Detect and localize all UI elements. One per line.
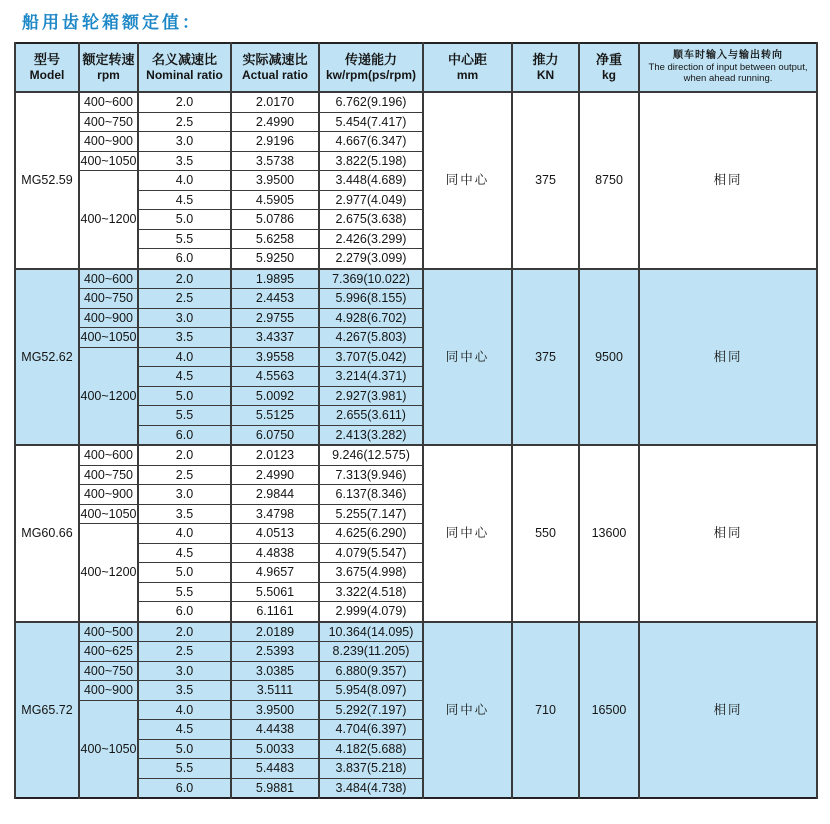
capacity-cell: 2.675(3.638) [319, 210, 423, 230]
nominal-ratio-cell: 6.0 [138, 602, 231, 622]
nominal-ratio-cell: 6.0 [138, 778, 231, 798]
rpm-cell: 400~500 [79, 622, 138, 642]
rpm-cell: 400~900 [79, 308, 138, 328]
col-header-center-distance-zh: 中心距 [447, 51, 487, 67]
thrust-cell: 375 [512, 269, 579, 446]
nominal-ratio-cell: 4.0 [138, 347, 231, 367]
rpm-cell: 400~900 [79, 132, 138, 152]
center-distance-cell: 同中心 [423, 92, 512, 269]
capacity-cell: 5.954(8.097) [319, 681, 423, 701]
capacity-cell: 10.364(14.095) [319, 622, 423, 642]
nominal-ratio-cell: 4.5 [138, 190, 231, 210]
rpm-cell: 400~750 [79, 661, 138, 681]
actual-ratio-cell: 6.1161 [231, 602, 319, 622]
model-cell: MG65.72 [15, 622, 79, 799]
nominal-ratio-cell: 3.5 [138, 328, 231, 348]
actual-ratio-cell: 2.5393 [231, 642, 319, 662]
nominal-ratio-cell: 5.0 [138, 210, 231, 230]
table-row [15, 445, 817, 465]
actual-ratio-cell: 5.0033 [231, 739, 319, 759]
col-header-thrust-en: KN [536, 68, 555, 83]
actual-ratio-cell: 3.4798 [231, 504, 319, 524]
actual-ratio-cell: 2.4990 [231, 112, 319, 132]
capacity-cell: 2.977(4.049) [319, 190, 423, 210]
net-weight-cell: 9500 [579, 269, 639, 446]
actual-ratio-cell: 2.9844 [231, 485, 319, 505]
actual-ratio-cell: 4.5905 [231, 190, 319, 210]
nominal-ratio-cell: 5.5 [138, 759, 231, 779]
net-weight-cell: 16500 [579, 622, 639, 799]
net-weight-cell: 13600 [579, 445, 639, 622]
capacity-cell: 3.822(5.198) [319, 151, 423, 171]
col-header-net-weight [579, 43, 639, 92]
model-cell: MG52.62 [15, 269, 79, 446]
nominal-ratio-cell: 2.0 [138, 445, 231, 465]
rpm-cell: 400~1050 [79, 151, 138, 171]
capacity-cell: 7.369(10.022) [319, 269, 423, 289]
capacity-cell: 5.996(8.155) [319, 289, 423, 309]
capacity-cell: 6.880(9.357) [319, 661, 423, 681]
nominal-ratio-cell: 2.0 [138, 92, 231, 112]
actual-ratio-cell: 2.0170 [231, 92, 319, 112]
nominal-ratio-cell: 2.0 [138, 269, 231, 289]
capacity-cell: 2.413(3.282) [319, 425, 423, 445]
nominal-ratio-cell: 5.0 [138, 386, 231, 406]
nominal-ratio-cell: 5.0 [138, 563, 231, 583]
nominal-ratio-cell: 5.0 [138, 739, 231, 759]
direction-cell: 相同 [639, 445, 817, 622]
table-header [15, 43, 817, 92]
col-header-direction-zh: 顺车时输入与输出转向 [673, 50, 783, 62]
actual-ratio-cell: 4.5563 [231, 367, 319, 387]
col-header-net-weight-zh: 净重 [595, 51, 622, 67]
actual-ratio-cell: 5.5125 [231, 406, 319, 426]
rpm-cell: 400~750 [79, 465, 138, 485]
nominal-ratio-cell: 4.5 [138, 543, 231, 563]
nominal-ratio-cell: 5.5 [138, 229, 231, 249]
nominal-ratio-cell: 6.0 [138, 249, 231, 269]
actual-ratio-cell: 6.0750 [231, 425, 319, 445]
capacity-cell: 5.454(7.417) [319, 112, 423, 132]
nominal-ratio-cell: 2.5 [138, 465, 231, 485]
nominal-ratio-cell: 5.5 [138, 406, 231, 426]
capacity-cell: 7.313(9.946) [319, 465, 423, 485]
nominal-ratio-cell: 4.5 [138, 367, 231, 387]
table-row [15, 92, 817, 112]
direction-cell: 相同 [639, 269, 817, 446]
rpm-merged-cell: 400~1200 [79, 524, 138, 622]
nominal-ratio-cell: 4.0 [138, 171, 231, 191]
table-body [15, 92, 817, 798]
center-distance-cell: 同中心 [423, 269, 512, 446]
rpm-cell: 400~750 [79, 289, 138, 309]
actual-ratio-cell: 2.0189 [231, 622, 319, 642]
actual-ratio-cell: 3.9558 [231, 347, 319, 367]
col-header-net-weight-en: kg [601, 68, 616, 83]
col-header-rated-speed [79, 43, 138, 92]
thrust-cell: 550 [512, 445, 579, 622]
center-distance-cell: 同中心 [423, 445, 512, 622]
col-header-thrust-zh: 推力 [532, 51, 559, 67]
capacity-cell: 6.762(9.196) [319, 92, 423, 112]
actual-ratio-cell: 4.0513 [231, 524, 319, 544]
capacity-cell: 3.484(4.738) [319, 778, 423, 798]
actual-ratio-cell: 3.5111 [231, 681, 319, 701]
capacity-cell: 9.246(12.575) [319, 445, 423, 465]
capacity-cell: 2.927(3.981) [319, 386, 423, 406]
capacity-cell: 2.655(3.611) [319, 406, 423, 426]
capacity-cell: 4.079(5.547) [319, 543, 423, 563]
capacity-cell: 5.292(7.197) [319, 700, 423, 720]
capacity-cell: 2.279(3.099) [319, 249, 423, 269]
rpm-merged-cell: 400~1050 [79, 700, 138, 798]
actual-ratio-cell: 4.9657 [231, 563, 319, 583]
rpm-cell: 400~625 [79, 642, 138, 662]
model-cell: MG60.66 [15, 445, 79, 622]
page-title: 船用齿轮箱额定值： [22, 13, 202, 33]
thrust-cell: 710 [512, 622, 579, 799]
nominal-ratio-cell: 3.0 [138, 661, 231, 681]
nominal-ratio-cell: 2.5 [138, 112, 231, 132]
nominal-ratio-cell: 2.5 [138, 289, 231, 309]
col-header-actual-ratio-zh: 实际减速比 [242, 51, 308, 67]
nominal-ratio-cell: 6.0 [138, 425, 231, 445]
col-header-thrust [512, 43, 579, 92]
nominal-ratio-cell: 3.5 [138, 504, 231, 524]
actual-ratio-cell: 5.4483 [231, 759, 319, 779]
col-header-capacity [319, 43, 423, 92]
capacity-cell: 4.928(6.702) [319, 308, 423, 328]
nominal-ratio-cell: 3.0 [138, 132, 231, 152]
actual-ratio-cell: 2.9196 [231, 132, 319, 152]
rpm-cell: 400~900 [79, 681, 138, 701]
capacity-cell: 8.239(11.205) [319, 642, 423, 662]
actual-ratio-cell: 5.0092 [231, 386, 319, 406]
actual-ratio-cell: 5.5061 [231, 582, 319, 602]
capacity-cell: 3.214(4.371) [319, 367, 423, 387]
actual-ratio-cell: 4.4838 [231, 543, 319, 563]
capacity-cell: 4.182(5.688) [319, 739, 423, 759]
gearbox-rating-table [14, 42, 818, 799]
nominal-ratio-cell: 4.5 [138, 720, 231, 740]
thrust-cell: 375 [512, 92, 579, 269]
rpm-cell: 400~1050 [79, 504, 138, 524]
capacity-cell: 3.448(4.689) [319, 171, 423, 191]
capacity-cell: 3.837(5.218) [319, 759, 423, 779]
capacity-cell: 3.322(4.518) [319, 582, 423, 602]
col-header-capacity-en: kw/rpm(ps/rpm) [325, 68, 416, 83]
col-header-actual-ratio [231, 43, 319, 92]
actual-ratio-cell: 3.9500 [231, 700, 319, 720]
capacity-cell: 6.137(8.346) [319, 485, 423, 505]
capacity-cell: 4.625(6.290) [319, 524, 423, 544]
capacity-cell: 4.667(6.347) [319, 132, 423, 152]
actual-ratio-cell: 3.9500 [231, 171, 319, 191]
capacity-cell: 2.426(3.299) [319, 229, 423, 249]
nominal-ratio-cell: 3.5 [138, 151, 231, 171]
direction-cell: 相同 [639, 92, 817, 269]
col-header-nominal-ratio [138, 43, 231, 92]
col-header-direction [639, 43, 817, 92]
table-row [15, 622, 817, 642]
rpm-cell: 400~900 [79, 485, 138, 505]
capacity-cell: 4.267(5.803) [319, 328, 423, 348]
rpm-cell: 400~600 [79, 92, 138, 112]
rpm-merged-cell: 400~1200 [79, 347, 138, 445]
col-header-model-zh: 型号 [33, 51, 60, 67]
direction-cell: 相同 [639, 622, 817, 799]
actual-ratio-cell: 5.0786 [231, 210, 319, 230]
model-cell: MG52.59 [15, 92, 79, 269]
actual-ratio-cell: 3.0385 [231, 661, 319, 681]
col-header-nominal-ratio-zh: 名义减速比 [151, 51, 217, 67]
actual-ratio-cell: 5.9881 [231, 778, 319, 798]
col-header-rated-speed-en: rpm [97, 68, 120, 83]
col-header-model-en: Model [29, 68, 65, 83]
capacity-cell: 2.999(4.079) [319, 602, 423, 622]
capacity-cell: 3.707(5.042) [319, 347, 423, 367]
center-distance-cell: 同中心 [423, 622, 512, 799]
rpm-cell: 400~750 [79, 112, 138, 132]
capacity-cell: 4.704(6.397) [319, 720, 423, 740]
capacity-cell: 5.255(7.147) [319, 504, 423, 524]
col-header-capacity-zh: 传递能力 [344, 51, 397, 67]
rpm-merged-cell: 400~1200 [79, 171, 138, 269]
nominal-ratio-cell: 4.0 [138, 524, 231, 544]
col-header-actual-ratio-en: Actual ratio [241, 68, 308, 83]
rpm-cell: 400~600 [79, 269, 138, 289]
nominal-ratio-cell: 3.5 [138, 681, 231, 701]
actual-ratio-cell: 2.0123 [231, 445, 319, 465]
actual-ratio-cell: 2.4990 [231, 465, 319, 485]
actual-ratio-cell: 4.4438 [231, 720, 319, 740]
net-weight-cell: 8750 [579, 92, 639, 269]
col-header-center-distance-en: mm [456, 68, 479, 83]
col-header-direction-en: The direction of input between output, when ahead running. [648, 61, 808, 84]
rpm-cell: 400~1050 [79, 328, 138, 348]
nominal-ratio-cell: 3.0 [138, 308, 231, 328]
col-header-center-distance [423, 43, 512, 92]
nominal-ratio-cell: 4.0 [138, 700, 231, 720]
actual-ratio-cell: 3.5738 [231, 151, 319, 171]
nominal-ratio-cell: 5.5 [138, 582, 231, 602]
nominal-ratio-cell: 2.0 [138, 622, 231, 642]
capacity-cell: 3.675(4.998) [319, 563, 423, 583]
actual-ratio-cell: 3.4337 [231, 328, 319, 348]
col-header-nominal-ratio-en: Nominal ratio [146, 68, 223, 83]
nominal-ratio-cell: 3.0 [138, 485, 231, 505]
header-row [15, 43, 817, 92]
actual-ratio-cell: 5.9250 [231, 249, 319, 269]
nominal-ratio-cell: 2.5 [138, 642, 231, 662]
rpm-cell: 400~600 [79, 445, 138, 465]
col-header-rated-speed-zh: 额定转速 [82, 51, 135, 67]
table-row [15, 269, 817, 289]
actual-ratio-cell: 1.9895 [231, 269, 319, 289]
actual-ratio-cell: 2.4453 [231, 289, 319, 309]
actual-ratio-cell: 2.9755 [231, 308, 319, 328]
actual-ratio-cell: 5.6258 [231, 229, 319, 249]
col-header-model [15, 43, 79, 92]
